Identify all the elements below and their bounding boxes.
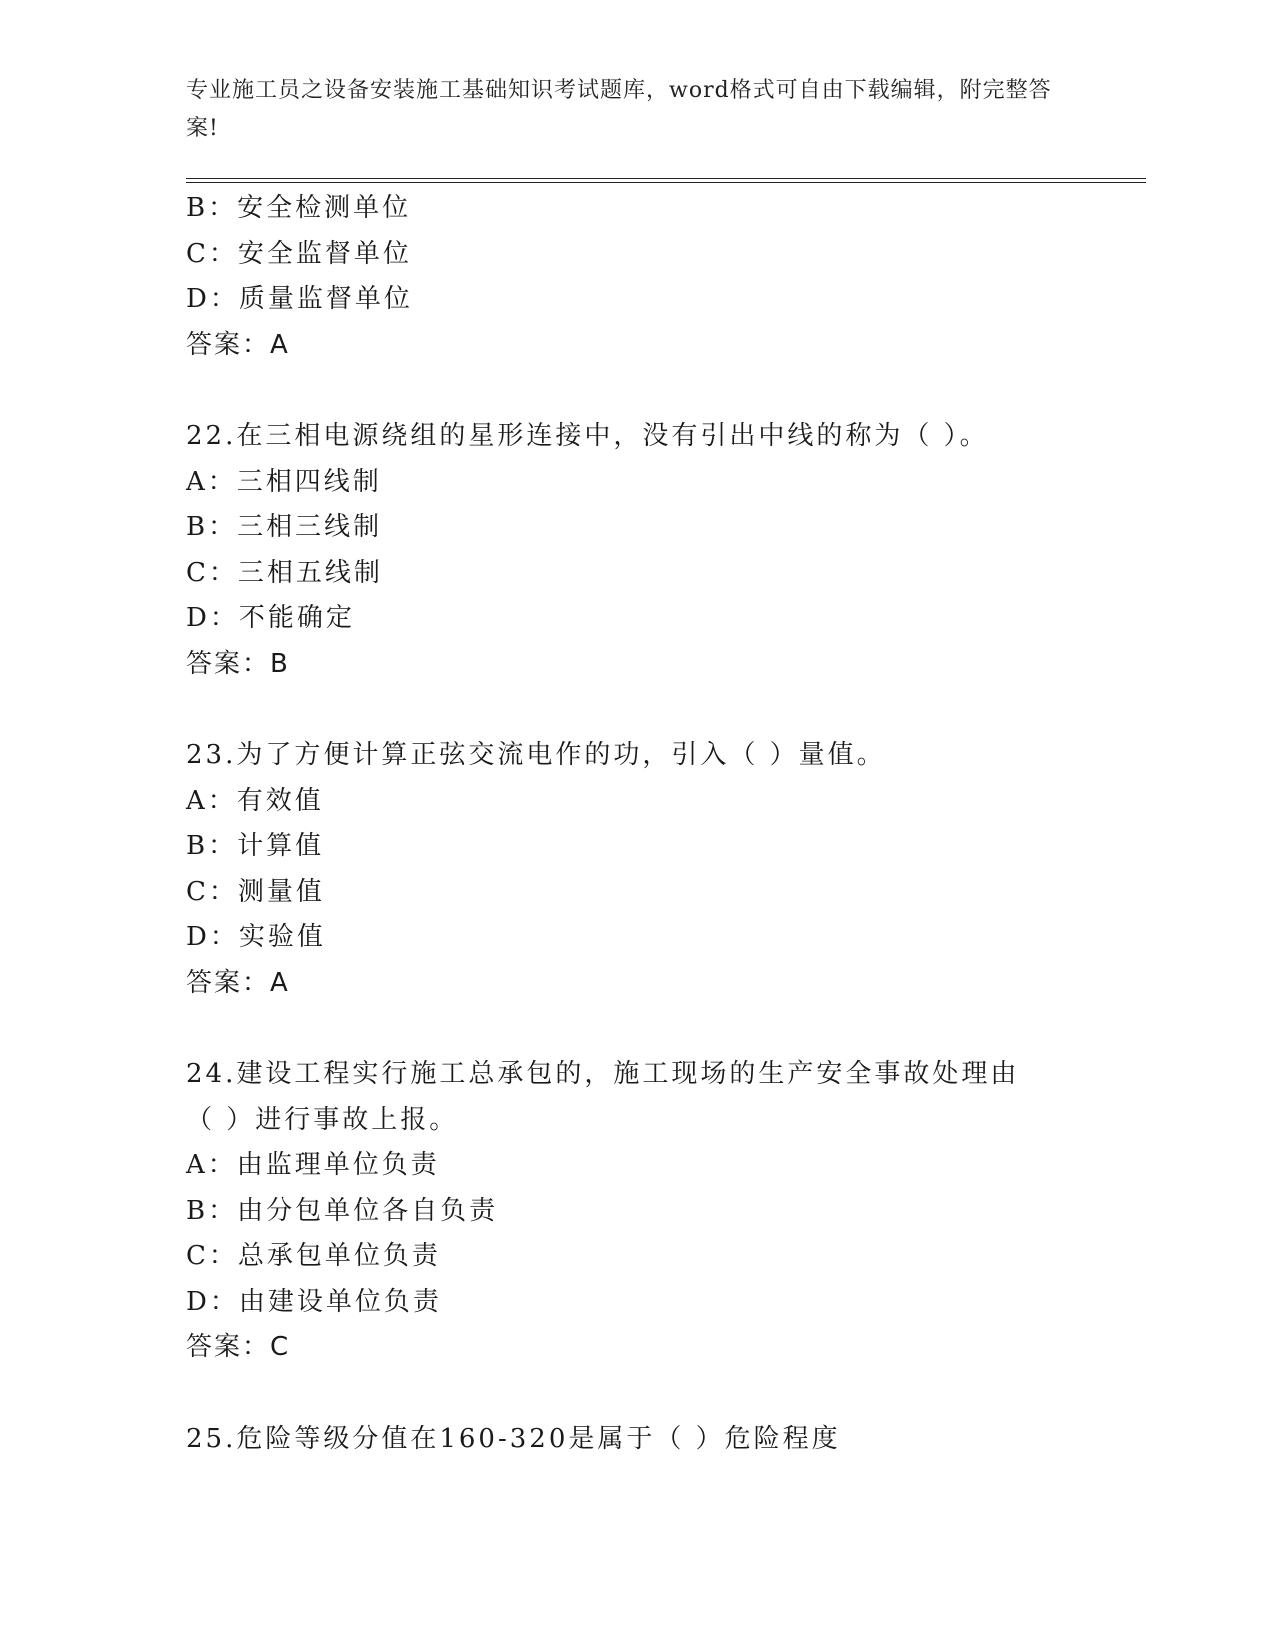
- option-text: 安全检测单位: [237, 193, 412, 223]
- option-c: [186, 870, 1146, 916]
- option-label: A：: [186, 1150, 237, 1180]
- option-d: [186, 1280, 1146, 1326]
- question-block: [186, 414, 1146, 687]
- answer-line: 答案：A: [186, 967, 290, 998]
- option-label: D：: [186, 1286, 239, 1317]
- option-label: D：: [186, 922, 239, 952]
- answer-line: 答案：B: [186, 648, 290, 679]
- option-c: [186, 232, 1146, 278]
- option-d: [186, 596, 1146, 642]
- option-label: D：: [186, 284, 239, 314]
- option-label: B：: [186, 831, 238, 861]
- answer-line: 答案：C: [186, 1332, 291, 1362]
- option-label: B：: [186, 193, 238, 223]
- option-a: [186, 1143, 1146, 1189]
- question-text: 25.危险等级分值在160-320是属于（ ）危险程度: [186, 1423, 841, 1454]
- option-label: C：: [186, 557, 238, 588]
- question-text: 22.在三相电源绕组的星形连接中，没有引出中线的称为（ ）。: [186, 421, 989, 451]
- question-text: 24.建设工程实行施工总承包的，施工现场的生产安全事故处理由（ ）进行事故上报。: [186, 1059, 1020, 1135]
- answer-line: 答案：A: [186, 329, 290, 360]
- option-label: C：: [186, 238, 238, 269]
- option-text: 测量值: [237, 876, 325, 907]
- spacer: [186, 1371, 1146, 1417]
- spacer: [186, 687, 1146, 733]
- spacer: [186, 1006, 1146, 1052]
- option-text: 由分包单位各自负责: [237, 1195, 499, 1226]
- option-b: [186, 1189, 1146, 1235]
- option-text: 计算值: [237, 831, 325, 861]
- option-d: [186, 277, 1146, 323]
- option-label: B：: [186, 1195, 238, 1226]
- option-label: C：: [186, 876, 238, 907]
- option-text: 有效值: [236, 785, 324, 816]
- option-label: A：: [186, 785, 237, 816]
- option-text: 三相三线制: [237, 512, 383, 542]
- document-header: 专业施工员之设备安装施工基础知识考试题库，word格式可自由下载编辑，附完整答案!: [186, 78, 1052, 141]
- option-a: [186, 779, 1146, 825]
- option-text: 三相五线制: [237, 557, 383, 588]
- option-text: 由建设单位负责: [238, 1286, 442, 1317]
- option-text: 质量监督单位: [238, 284, 413, 314]
- option-text: 实验值: [238, 922, 326, 952]
- question-fragment: [186, 186, 1146, 368]
- option-label: B：: [186, 512, 238, 542]
- question-text: 23.为了方便计算正弦交流电作的功，引入（ ）量值。: [186, 740, 886, 770]
- option-a: [186, 460, 1146, 506]
- spacer: [186, 368, 1146, 414]
- option-b: [186, 505, 1146, 551]
- option-b: [186, 186, 1146, 232]
- option-b: [186, 824, 1146, 870]
- option-text: 安全监督单位: [237, 238, 412, 269]
- question-block: [186, 1052, 1146, 1371]
- option-label: C：: [186, 1241, 238, 1271]
- option-c: [186, 551, 1146, 597]
- question-block: [186, 1417, 1146, 1463]
- option-text: 三相四线制: [236, 466, 382, 497]
- question-block: [186, 733, 1146, 1006]
- option-text: 不能确定: [238, 603, 355, 633]
- header-double-rule: [186, 178, 1146, 183]
- option-text: 总承包单位负责: [237, 1241, 441, 1271]
- question-list: [186, 186, 1146, 1462]
- option-text: 由监理单位负责: [236, 1150, 440, 1180]
- option-d: [186, 915, 1146, 961]
- option-c: [186, 1234, 1146, 1280]
- option-label: D：: [186, 603, 239, 633]
- option-label: A：: [186, 466, 237, 497]
